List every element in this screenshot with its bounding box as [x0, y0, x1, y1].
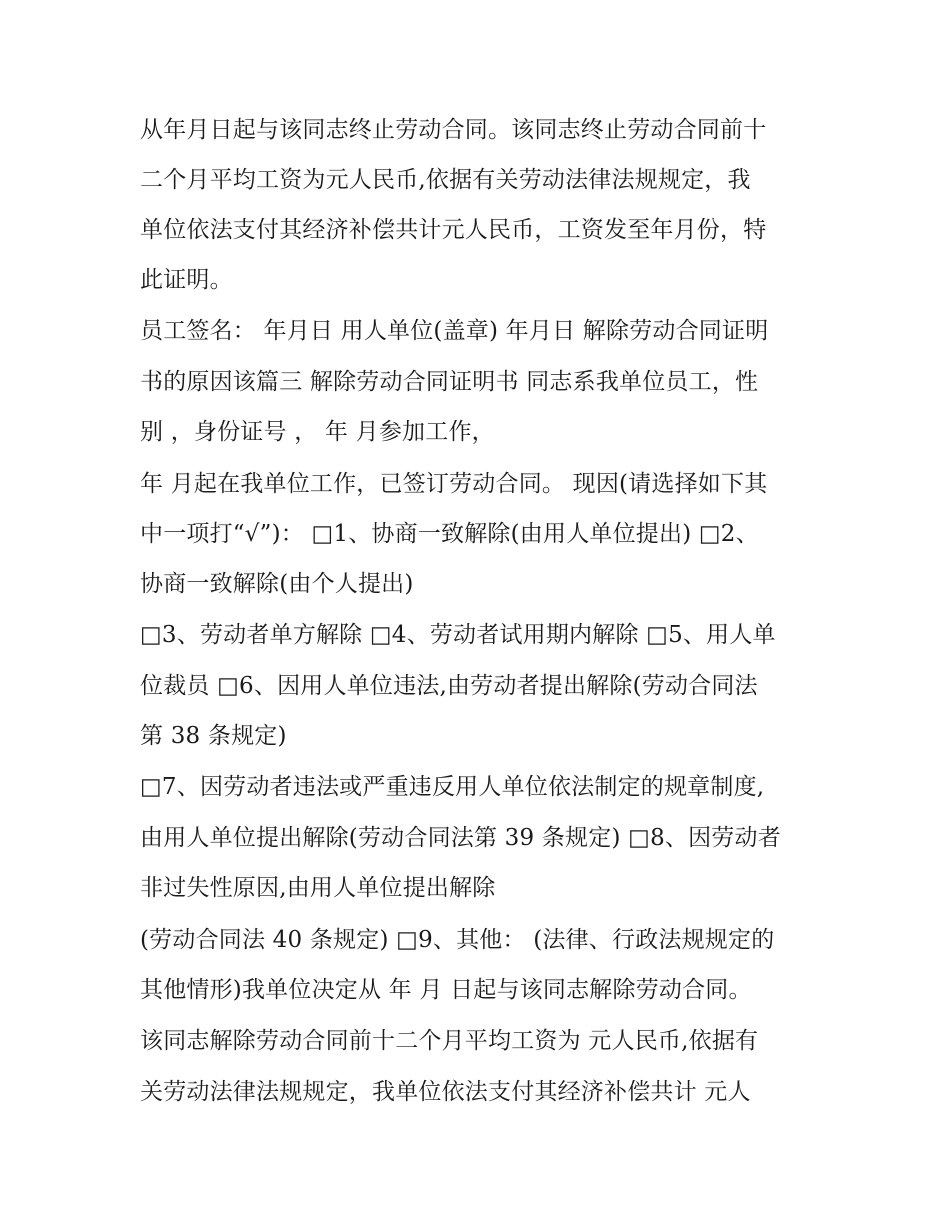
text-line: 第 38 条规定)	[140, 723, 287, 749]
text-line: 此证明。	[140, 267, 233, 293]
text-line: 单位依法支付其经济补偿共计元人民币，工资发至年月份，特	[140, 217, 767, 243]
text-line: 由用人单位提出解除(劳动合同法第 39 条规定) □8、因劳动者	[140, 825, 781, 851]
text-line: 其他情形)我单位决定从 年 月 日起与该同志解除劳动合同。	[140, 977, 752, 1003]
text-line: 年 月起在我单位工作，已签订劳动合同。 现因(请选择如下其	[140, 471, 768, 497]
text-line: □3、劳动者单方解除 □4、劳动者试用期内解除 □5、用人单	[140, 622, 776, 648]
text-line: 中一项打“√”)： □1、协商一致解除(由用人单位提出) □2、	[140, 521, 759, 547]
text-line: 二个月平均工资为元人民币,依据有关劳动法律法规规定，我	[140, 167, 751, 193]
text-line: 别 ，身份证号 ， 年 月参加工作，	[140, 419, 495, 445]
text-line: 非过失性原因,由用人单位提出解除	[140, 875, 496, 901]
text-line: 员工签名： 年月日 用人单位(盖章) 年月日 解除劳动合同证明	[140, 318, 769, 344]
text-line: 从年月日起与该同志终止劳动合同。该同志终止劳动合同前十	[140, 117, 767, 143]
text-line: 该同志解除劳动合同前十二个月平均工资为 元人民币,依据有	[140, 1028, 759, 1054]
text-line: 协商一致解除(由个人提出)	[140, 571, 414, 597]
text-line: (劳动合同法 40 条规定) □9、其他： (法律、行政法规规定的	[140, 927, 775, 953]
text-line: 关劳动法律法规规定，我单位依法支付其经济补偿共计 元人	[140, 1079, 751, 1105]
text-line: 书的原因该篇三 解除劳动合同证明书 同志系我单位员工，性	[140, 369, 759, 395]
text-line: 位裁员 □6、因用人单位违法,由劳动者提出解除(劳动合同法	[140, 673, 758, 699]
text-line: □7、因劳动者违法或严重违反用人单位依法制定的规章制度,	[140, 774, 765, 800]
